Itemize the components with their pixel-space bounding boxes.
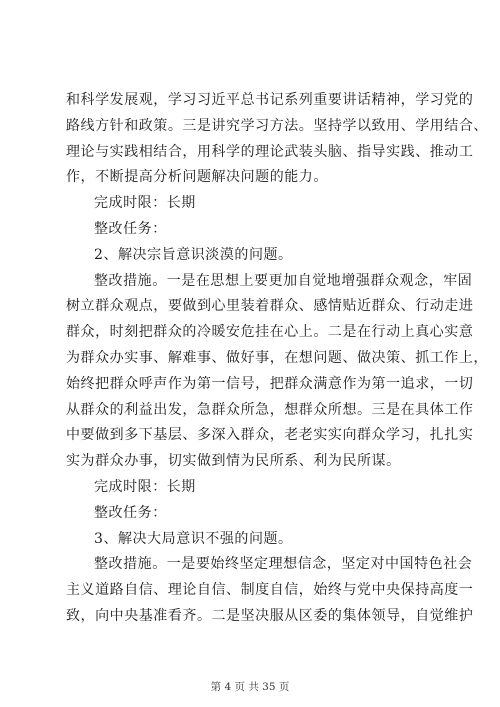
- task-title: 2、解决宗旨意识淡漠的问题。: [94, 246, 293, 263]
- task-heading: 整改任务：: [94, 220, 167, 237]
- deadline-line: 完成时限：长期: [94, 478, 196, 495]
- text-line: 树立群众观点，要做到心里装着群众、感情贴近群众、行动走进: [66, 298, 474, 315]
- text-line: 和科学发展观，学习习近平总书记系列重要讲话精神，学习党的: [66, 92, 474, 108]
- body-text: [66, 88, 488, 630]
- text-line: 路线方针和政策。三是讲究学习方法。坚持学以致用、学用结合、: [66, 117, 488, 134]
- text-line: 中要做到多下基层、多深入群众，老老实实向群众学习，扎扎实: [66, 427, 474, 444]
- task-heading: 整改任务：: [94, 504, 167, 521]
- text-line: 为群众办实事、解难事、做好事，在想问题、做决策、抓工作上，: [66, 349, 488, 366]
- task-title: 3、解决大局意识不强的问题。: [94, 530, 293, 547]
- deadline-line: 完成时限：长期: [94, 195, 196, 212]
- text-line: 群众，时刻把群众的冷暖安危挂在心上。二是在行动上真心实意: [66, 324, 474, 341]
- text-line: 整改措施。一是要始终坚定理想信念，坚定对中国特色社会: [94, 556, 473, 573]
- text-line: 实为群众办事，切实做到情为民所系、利为民所谋。: [66, 453, 401, 470]
- page-footer: 第 4 页 共 35 页: [210, 681, 290, 693]
- text-line: 始终把群众呼声作为第一信号，把群众满意作为第一追求，一切: [66, 375, 474, 392]
- text-line: 理论与实践相结合，用科学的理论武装头脑、指导实践、推动工: [66, 143, 474, 160]
- text-line: 整改措施。一是在思想上要更加自觉地增强群众观念，牢固: [94, 272, 473, 289]
- text-line: 从群众的利益出发，急群众所急，想群众所想。三是在具体工作: [66, 401, 474, 418]
- text-line: 主义道路自信、理论自信、制度自信，始终与党中央保持高度一: [66, 582, 474, 599]
- text-line: 作，不断提高分析问题解决问题的能力。: [66, 169, 328, 186]
- text-line: 致，向中央基准看齐。二是坚决服从区委的集体领导，自觉维护: [66, 607, 474, 624]
